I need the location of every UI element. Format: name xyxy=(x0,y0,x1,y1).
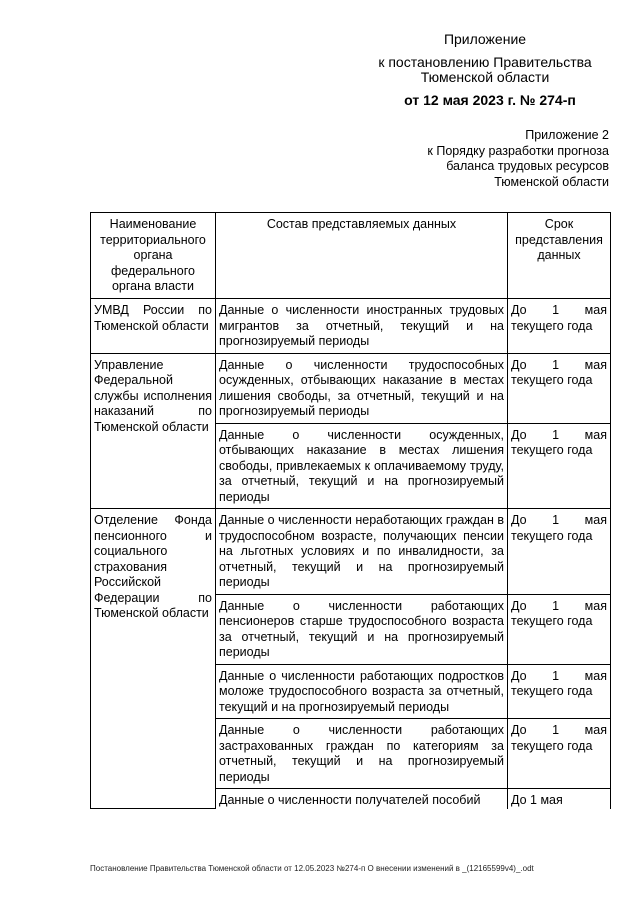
header-date-number: от 12 мая 2023 г. № 274-п xyxy=(404,92,576,108)
data-cell: Данные о численности работающих застрахованных граждан по категориям за отчетный, текущий и на прогнозируемый периоды xyxy=(216,719,508,789)
header-region: Тюменской области xyxy=(420,69,550,85)
column-header-data: Состав представляемых данных xyxy=(216,213,508,299)
appendix-2-line: баланса трудовых ресурсов xyxy=(446,159,609,173)
appendix-2-line: к Порядку разработки прогноза xyxy=(427,143,609,158)
column-header-organ: Наименование территориального органа федерального органа власти xyxy=(91,213,216,299)
column-header-deadline: Срок представления данных xyxy=(508,213,611,299)
organ-cell: Отделение Фонда пенсионного и социального страхования Российской Федерации по Тюменской области xyxy=(91,509,216,809)
appendix-2-line: Тюменской области xyxy=(494,174,609,189)
table-row xyxy=(91,353,611,423)
data-cell: Данные о численности неработающих граждан в трудоспособном возрасте, получающих пенсии на льготных условиях и по инвалидности, за отчетный, текущий и на прогнозируемый периоды xyxy=(216,509,508,595)
data-cell: Данные о численности трудоспособных осужденных, отбывающих наказание в местах лишения свободы, за отчетный, текущий и на прогнозируемый периоды xyxy=(216,353,508,423)
organ-cell: УМВД России по Тюменской области xyxy=(91,299,216,354)
deadline-cell: До 1 мая текущего года xyxy=(508,509,611,595)
deadline-cell: До 1 мая xyxy=(508,789,611,809)
table-row xyxy=(91,509,611,595)
data-cell: Данные о численности работающих пенсионеров старше трудоспособного возраста за отчетный, текущий и на прогнозируемый периоды xyxy=(216,594,508,664)
deadline-cell: До 1 мая текущего года xyxy=(508,353,611,423)
deadline-cell: До 1 мая текущего года xyxy=(508,719,611,789)
deadline-cell: До 1 мая текущего года xyxy=(508,594,611,664)
organ-cell: Управление Федеральной службы исполнения наказаний по Тюменской области xyxy=(91,353,216,509)
deadline-cell: До 1 мая текущего года xyxy=(508,423,611,509)
table-row xyxy=(91,299,611,354)
appendix-2-block xyxy=(427,128,609,190)
data-cell: Данные о численности иностранных трудовых мигрантов за отчетный, текущий и на прогнозируемый периоды xyxy=(216,299,508,354)
deadline-cell: До 1 мая текущего года xyxy=(508,299,611,354)
header-resolution-ref: к постановлению Правительства xyxy=(378,54,592,70)
data-cell: Данные о численности осужденных, отбывающих наказание в местах лишения свободы, привлекаемых к оплачиваемому труду, за отчетный, текущий и на прогнозируемый периоды xyxy=(216,423,508,509)
data-table xyxy=(90,212,611,809)
document-footer: Постановление Правительства Тюменской области от 12.05.2023 №274-п О внесении изменений в _(12165599v4)_.odt xyxy=(90,864,534,873)
deadline-cell: До 1 мая текущего года xyxy=(508,664,611,719)
header-appendix: Приложение xyxy=(443,31,527,47)
table-header-row xyxy=(91,213,611,299)
appendix-2-title: Приложение 2 xyxy=(525,128,609,142)
data-cell: Данные о численности получателей пособий xyxy=(216,789,508,809)
data-cell: Данные о численности работающих подростков моложе трудоспособного возраста за отчетный, текущий и на прогнозируемый периоды xyxy=(216,664,508,719)
